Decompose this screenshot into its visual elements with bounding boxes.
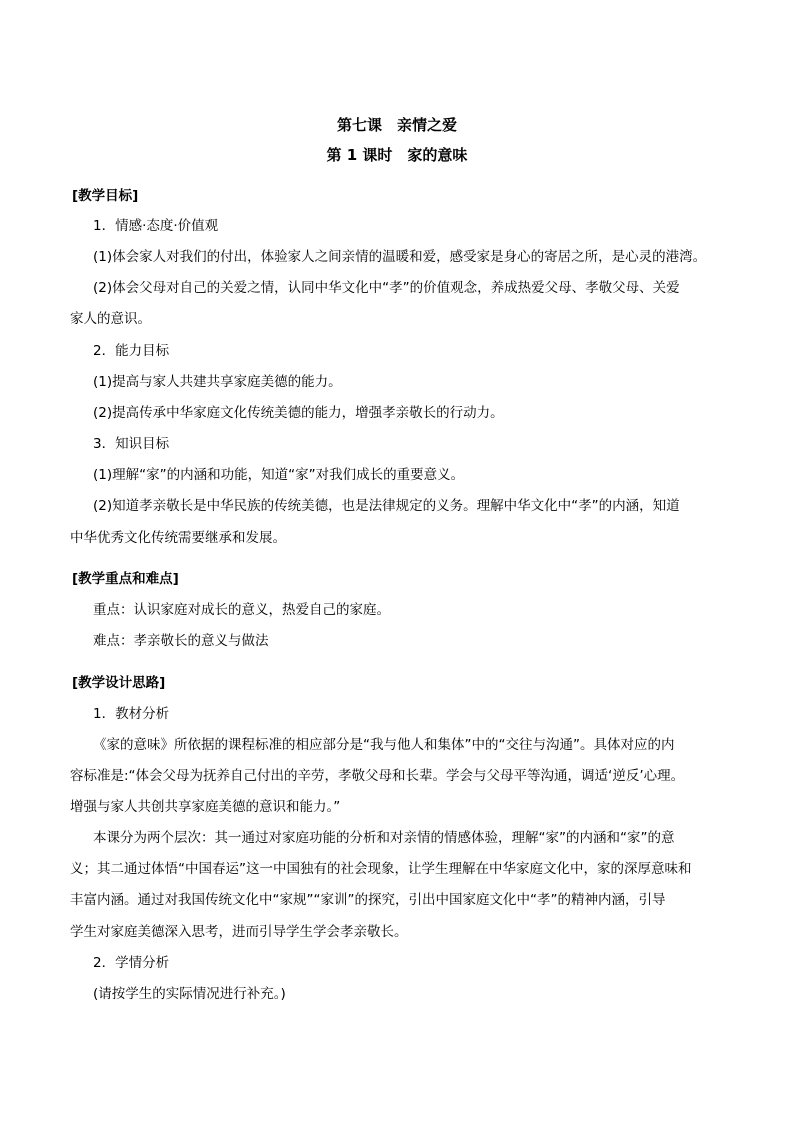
- ability-item-2: (2)提高传承中华家庭文化传统美德的能力，增强孝亲敬长的行动力。: [93, 405, 504, 421]
- layers-line-1: 本课分为两个层次：其一通过对家庭功能的分析和对亲情的情感体验，理解“家”的内涵和“家”的意: [93, 830, 675, 846]
- material-line-2: 容标准是:“体会父母为抚养自己付出的辛劳，孝敬父母和长辈。学会与父母平等沟通，调适‘逆反’心理。: [70, 768, 685, 784]
- layers-line-3: 丰富内涵。通过对我国传统文化中“家规”“家训”的探究，引出中国家庭文化中“孝”的精神内涵，引导: [70, 892, 666, 908]
- material-line-1: 《家的意味》所依据的课程标准的相应部分是“我与他人和集体”中的“交往与沟通”。具体对应的内: [93, 737, 675, 753]
- knowledge-item-1: (1)理解“家”的内涵和功能，知道“家”对我们成长的重要意义。: [93, 467, 465, 483]
- period-title: 第 1 课时 家的意味: [326, 146, 468, 164]
- knowledge-item-2: (2)知道孝亲敬长是中华民族的传统美德，也是法律规定的义务。理解中华文化中“孝”的内涵，知道: [93, 498, 680, 514]
- ability-heading: 2．能力目标: [93, 343, 170, 359]
- material-line-3: 增强与家人共创共享家庭美德的意识和能力。”: [70, 799, 341, 815]
- emotion-item-2-cont: 家人的意识。: [70, 311, 151, 327]
- material-heading: 1．教材分析: [93, 706, 170, 722]
- focus-heading: [教学重点和难点]: [72, 571, 179, 587]
- lesson-title: 第七课 亲情之爱: [336, 116, 457, 134]
- focus-difficulty: 难点：孝亲敬长的意义与做法: [93, 633, 269, 649]
- knowledge-heading: 3．知识目标: [93, 436, 170, 452]
- design-heading: [教学设计思路]: [72, 675, 166, 691]
- emotion-heading: 1．情感·态度·价值观: [93, 218, 219, 234]
- layers-line-4: 学生对家庭美德深入思考，进而引导学生学会孝亲敬长。: [70, 924, 408, 940]
- knowledge-item-2-cont: 中华优秀文化传统需要继承和发展。: [70, 530, 286, 546]
- student-note: (请按学生的实际情况进行补充。): [93, 986, 286, 1002]
- focus-key: 重点：认识家庭对成长的意义，热爱自己的家庭。: [93, 602, 390, 618]
- emotion-item-1: (1)体会家人对我们的付出，体验家人之间亲情的温暖和爱，感受家是身心的寄居之所，是心灵的港湾。: [93, 249, 707, 265]
- ability-item-1: (1)提高与家人共建共享家庭美德的能力。: [93, 374, 342, 390]
- student-heading: 2．学情分析: [93, 955, 170, 971]
- emotion-item-2: (2)体会父母对自己的关爱之情，认同中华文化中“孝”的价值观念，养成热爱父母、孝敬父母、关爱: [93, 280, 680, 296]
- layers-line-2: 义；其二通过体悟“中国春运”这一中国独有的社会现象，让学生理解在中华家庭文化中，家的深厚意味和: [70, 861, 692, 877]
- goals-heading: [教学目标]: [72, 188, 139, 204]
